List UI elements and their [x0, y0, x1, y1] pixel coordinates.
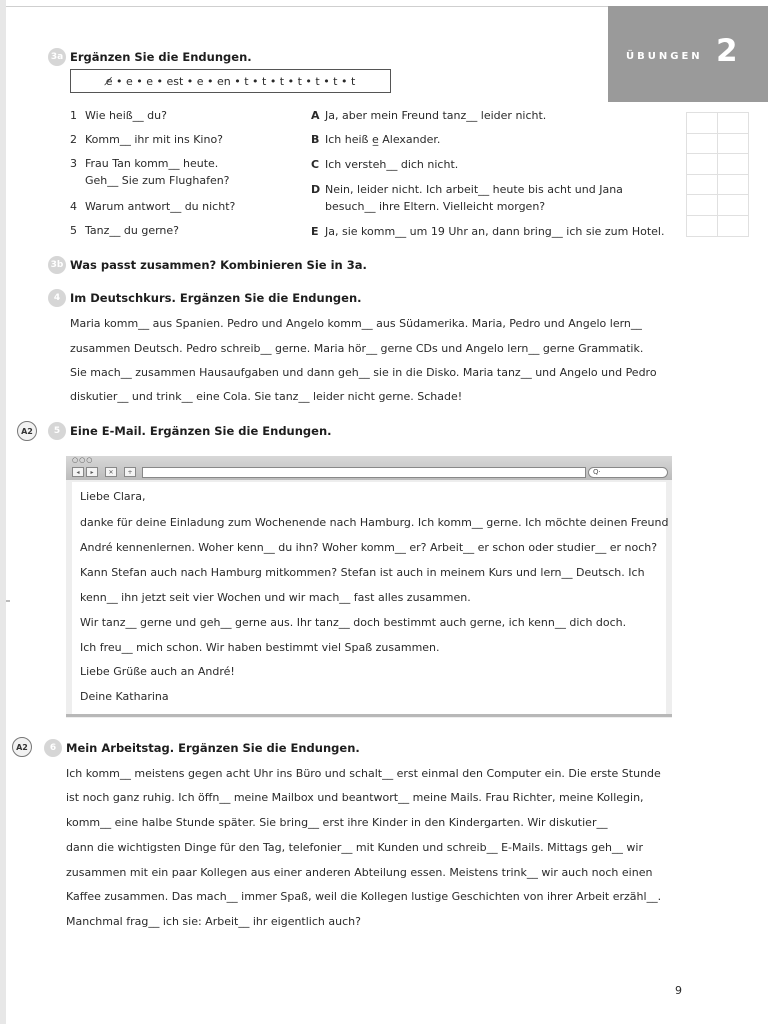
answer-letter: E — [311, 225, 319, 238]
edge-mark — [6, 600, 10, 602]
page-edge-shadow — [0, 0, 6, 1024]
exercise-4-line: diskutier__ und trink__ eine Cola. Sie tanz__ leider nicht gerne. Schade! — [70, 390, 463, 403]
exercise-badge-3b: 3b — [48, 256, 66, 274]
answer-text: Ich versteh__ dich nicht. — [325, 158, 459, 171]
exercise-badge-3a: 3a — [48, 48, 66, 66]
email-line: Deine Katharina — [80, 690, 169, 703]
item-text: Frau Tan komm__ heute. — [85, 157, 219, 170]
email-line: Wir tanz__ gerne und geh__ gerne aus. Ihr tanz__ doch bestimmt auch gerne, ich kenn__ dich doch. — [80, 616, 627, 629]
email-line: Ich freu__ mich schon. Wir haben bestimmt viel Spaß zusammen. — [80, 641, 440, 654]
item-text: Warum antwort__ du nicht? — [85, 200, 236, 213]
item-number: 4 — [70, 200, 77, 213]
address-bar[interactable] — [142, 467, 586, 478]
item-number: 2 — [70, 133, 77, 146]
answer-letter: D — [311, 183, 321, 196]
exercise-6-line: komm__ eine halbe Stunde später. Sie bring__ erst ihre Kinder in den Kindergarten. Wir diskutier__ — [66, 816, 608, 829]
page-number: 9 — [675, 984, 682, 997]
exercise-4-line: Maria komm__ aus Spanien. Pedro und Angelo komm__ aus Südamerika. Maria, Pedro und Angelo lern__ — [70, 317, 642, 330]
email-line: danke für deine Einladung zum Wochenende nach Hamburg. Ich komm__ gerne. Ich möchte deinen Freund — [80, 516, 669, 529]
exercise-6-title: Mein Arbeitstag. Ergänzen Sie die Endungen. — [66, 741, 360, 755]
exercise-4-line: Sie mach__ zusammen Hausaufgaben und dann geh__ sie in die Disko. Maria tanz__ und Angelo und Pedro — [70, 366, 657, 379]
search-input[interactable]: Q· — [588, 467, 668, 478]
exercise-badge-4: 4 — [48, 289, 66, 307]
chapter-tab-label: ÜBUNGEN — [626, 51, 703, 62]
window-controls[interactable]: ○○○ — [72, 456, 94, 464]
close-icon[interactable]: ✕ — [105, 467, 117, 477]
answer-text: Ich heiß e̲ Alexander. — [325, 133, 441, 146]
answer-letter: C — [311, 158, 320, 171]
email-bottom-bar — [66, 714, 672, 717]
exercise-badge-5: 5 — [48, 422, 66, 440]
answer-text: Ja, sie komm__ um 19 Uhr an, dann bring__ ich sie zum Hotel. — [325, 225, 665, 238]
exercise-6-line: ist noch ganz ruhig. Ich öffn__ meine Mailbox und beantwort__ meine Mails. Frau Richter, meine Kollegin, — [66, 791, 644, 804]
exercise-4-title: Im Deutschkurs. Ergänzen Sie die Endungen. — [70, 291, 362, 305]
email-line: Kann Stefan auch nach Hamburg mitkommen? Stefan ist auch in meinem Kurs und lern__ Deutsch. Ich — [80, 566, 645, 579]
exercise-6-line: zusammen mit ein paar Kollegen aus einer anderen Abteilung essen. Meistens trink__ wir auch noch einen — [66, 866, 653, 879]
exercise-6-line: Ich komm__ meistens gegen acht Uhr ins Büro und schalt__ erst einmal den Computer ein. Die erste Stunde — [66, 767, 661, 780]
answer-letter: B — [311, 133, 320, 146]
email-line: kenn__ ihn jetzt seit vier Wochen und wir mach__ fast alles zusammen. — [80, 591, 471, 604]
answer-text: besuch__ ihre Eltern. Vielleicht morgen? — [325, 200, 546, 213]
item-number: 1 — [70, 109, 77, 122]
answer-text: Nein, leider nicht. Ich arbeit__ heute bis acht und Jana — [325, 183, 623, 196]
level-badge-a2: A2 — [12, 737, 32, 757]
forward-button[interactable]: ▸ — [86, 467, 98, 477]
checklist-grid — [686, 112, 749, 237]
add-tab-icon[interactable]: + — [124, 467, 136, 477]
exercise-3b-title: Was passt zusammen? Kombinieren Sie in 3a. — [70, 258, 367, 272]
answer-letter: A — [311, 109, 320, 122]
word-box: e̸ • e • e • est • e • en • t • t • t • t • t • t • t — [70, 69, 391, 93]
exercise-badge-6: 6 — [44, 739, 62, 757]
chapter-tab-number: 2 — [716, 33, 738, 69]
exercise-6-line: dann die wichtigsten Dinge für den Tag, telefonier__ mit Kunden und schreib__ E-Mails. Mittags geh__ wir — [66, 841, 644, 854]
exercise-4-line: zusammen Deutsch. Pedro schreib__ gerne. Maria hör__ gerne CDs und Angelo lern__ gerne Grammatik. — [70, 342, 644, 355]
item-text: Geh__ Sie zum Flughafen? — [85, 174, 230, 187]
exercise-5-title: Eine E-Mail. Ergänzen Sie die Endungen. — [70, 424, 332, 438]
answer-text: Ja, aber mein Freund tanz__ leider nicht. — [325, 109, 547, 122]
item-number: 3 — [70, 157, 77, 170]
item-text: Tanz__ du gerne? — [85, 224, 179, 237]
exercise-3a-title: Ergänzen Sie die Endungen. — [70, 50, 252, 64]
level-badge-a2: A2 — [17, 421, 37, 441]
exercise-6-line: Kaffee zusammen. Das mach__ immer Spaß, weil die Kollegen lustige Geschichten von ihrer Arbeit erzähl__. — [66, 890, 662, 903]
item-number: 5 — [70, 224, 77, 237]
item-text: Wie heiß__ du? — [85, 109, 167, 122]
email-line: André kennenlernen. Woher kenn__ du ihn? Woher komm__ er? Arbeit__ er schon oder studier__ er noch? — [80, 541, 658, 554]
item-text: Komm__ ihr mit ins Kino? — [85, 133, 224, 146]
back-button[interactable]: ◂ — [72, 467, 84, 477]
email-line: Liebe Grüße auch an André! — [80, 665, 235, 678]
email-line: Liebe Clara, — [80, 490, 146, 503]
exercise-6-line: Manchmal frag__ ich sie: Arbeit__ ihr eigentlich auch? — [66, 915, 361, 928]
